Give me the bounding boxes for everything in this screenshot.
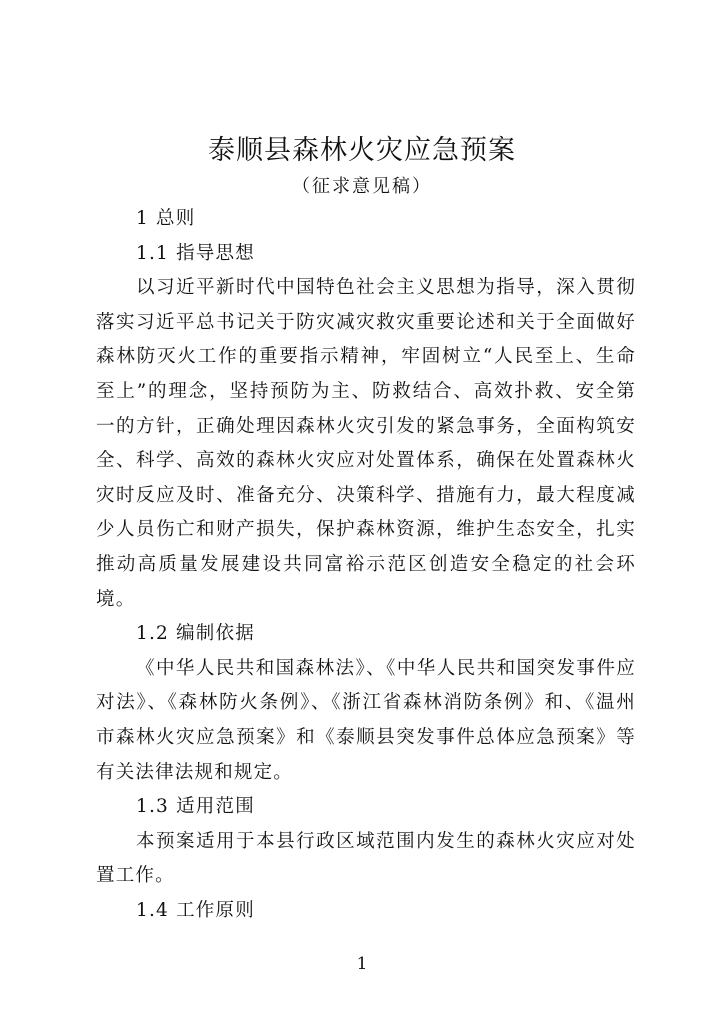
paragraph-compilation-basis: 《中华人民共和国森林法》、《中华人民共和国突发事件应对法》、《森林防火条例》、《浙江省森林消防条例》和、《温州市森林火灾应急预案》和《泰顺县突发事件总体应急预案》等有关法律法规和规定。 bbox=[96, 657, 636, 783]
document-title: 泰顺县森林火灾应急预案 bbox=[208, 135, 516, 166]
paragraph-scope: 本预案适用于本县行政区域范围内发生的森林火灾应对处置工作。 bbox=[96, 830, 636, 887]
section-heading-general: 1 总则 bbox=[136, 208, 196, 229]
section-heading-working-principles: 1.4 工作原则 bbox=[136, 899, 255, 921]
document-body bbox=[96, 202, 636, 928]
section-heading-scope: 1.3 适用范围 bbox=[136, 796, 255, 818]
document-subtitle: （征求意见稿） bbox=[292, 176, 432, 197]
section-heading-guiding-ideology: 1.1 指导思想 bbox=[136, 242, 255, 264]
paragraph-guiding-ideology: 以习近平新时代中国特色社会主义思想为指导，深入贯彻落实习近平总书记关于防灾减灾救灾重要论述和关于全面做好森林防灭火工作的重要指示精神，牢固树立“人民至上、生命至上”的理念，坚持预防为主、防救结合、高效扑救、安全第一的方针，正确处理因森林火灾引发的紧急事务，全面构筑安全、科学、高效的森林火灾应对处置体系，确保在处置森林火灾时反应及时、准备充分、决策科学、措施有力，最大程度减少人员伤亡和财产损失，保护森林资源，维护生态安全，扎实推动高质量发展建设共同富裕示范区创造安全稳定的社会环境。 bbox=[96, 277, 636, 610]
page-number: 1 bbox=[356, 954, 368, 974]
section-heading-compilation-basis: 1.2 编制依据 bbox=[136, 623, 255, 645]
